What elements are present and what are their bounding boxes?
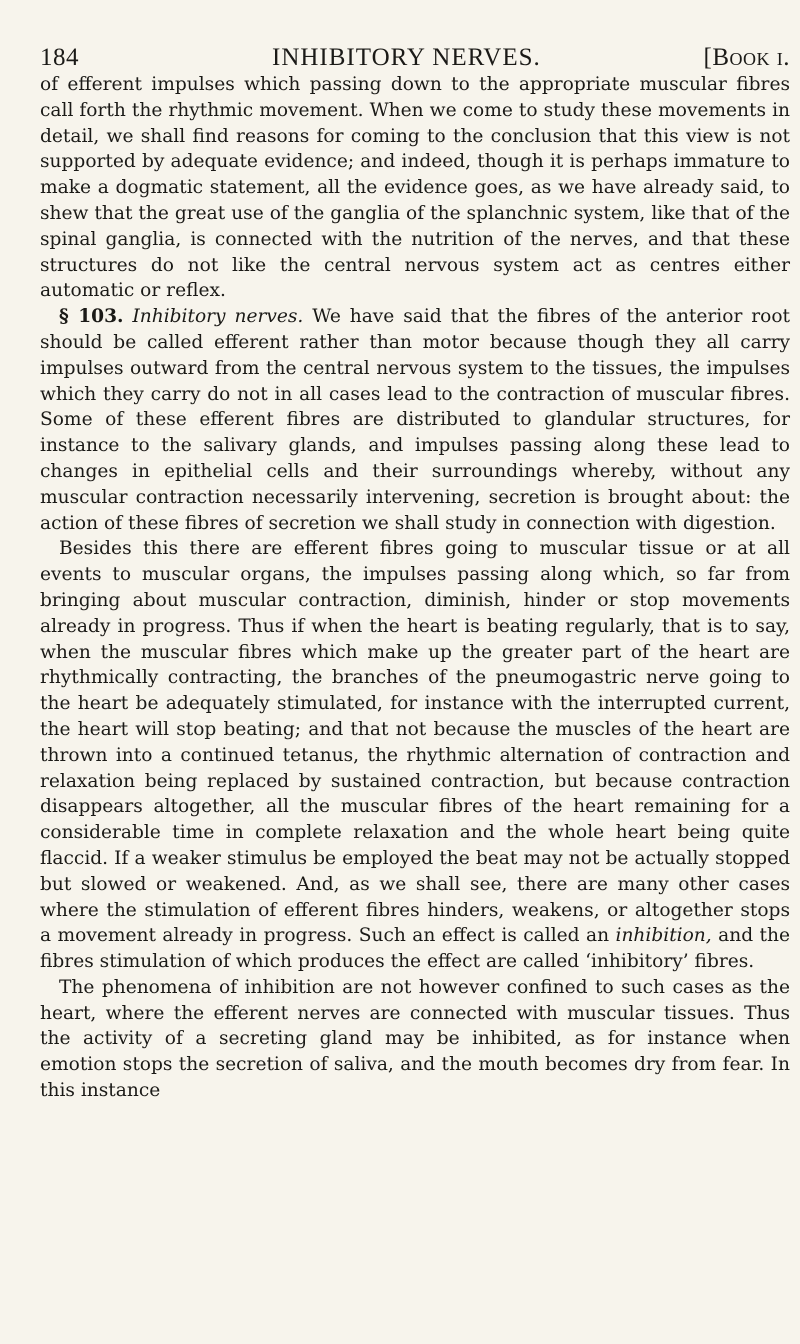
paragraph-text: We have said that the fibres of the anterior root should be called efferent rather than motor because though they all carry impulses outward from the central nervous system to the tissues, the impulses which they carry do not in all cases lead to the contraction of muscular fibres. Some of these efferent fibres are distributed to glandular structures, for instance to the salivary glands, and impulses passing along these lead to changes in epithelial cells and their surroundings whereby, without any muscular contraction necessarily intervening, secretion is brought about: the action of these fibres of secretion we shall study in connection with digestion. [40, 306, 790, 534]
book-label: [Book i. [703, 44, 790, 71]
term-inhibition: inhibition, [615, 925, 712, 947]
running-head [40, 0, 790, 72]
section-number: § 103. [59, 306, 124, 328]
running-title: INHIBITORY NERVES. [272, 44, 541, 71]
paragraph-phenomena [40, 975, 790, 1104]
book-page [40, 0, 790, 1104]
paragraph-continuation [40, 72, 790, 304]
body-text [40, 72, 790, 1104]
paragraph-text-before-term: Besides this there are efferent fibres going to muscular tissue or at all events to muscular organs, the impulses passing along which, so far from bringing about muscular contraction, diminish, hinder or stop movements already in progress. Thus if when the heart is beating regularly, that is to say, when the muscular fibres which make up the greater part of the heart are rhythmically contracting, the branches of the pneumogastric nerve going to the heart be adequately stimulated, for instance with the interrupted current, the heart will stop beating; and that not because the muscles of the heart are thrown into a continued tetanus, the rhythmic alternation of contraction and relaxation being replaced by sustained contraction, but because contraction disappears altogether, all the muscular fibres of the heart remaining for a considerable time in complete relaxation and the whole heart being quite flaccid. If a weaker stimulus be employed the beat may not be actually stopped but slowed or weakened. And, as we shall see, there are many other cases where the stimulation of efferent fibres hinders, weakens, or altogether stops a movement already in progress. Such an effect is called an [40, 538, 790, 947]
paragraph-inhibition [40, 536, 790, 975]
paragraph-section-103 [40, 304, 790, 536]
paragraph-text: The phenomena of inhibition are not however confined to such cases as the heart, where the efferent nerves are connected with muscular tissues. Thus the activity of a secreting gland may be inhibited, as for instance when emotion stops the secretion of saliva, and the mouth becomes dry from fear. In this instance [40, 976, 790, 1102]
page-number: 184 [40, 44, 79, 71]
section-title: Inhibitory nerves. [132, 306, 304, 328]
paragraph-text-after-term: and the fibres stimulation of which produces the effect are called ‘inhibitory’ fibres. [40, 925, 790, 973]
paragraph-text: of efferent impulses which passing down to the appropriate muscular fibres call forth the rhythmic movement. When we come to study these movements in detail, we shall find reasons for coming to the conclusion that this view is not supported by adequate evidence; and indeed, though it is perhaps immature to make a dogmatic statement, all the evidence goes, as we have already said, to shew that the great use of the ganglia of the splanchnic system, like that of the spinal ganglia, is connected with the nutrition of the nerves, and that these structures do not like the central nervous system act as centres either automatic or reflex. [40, 74, 790, 302]
